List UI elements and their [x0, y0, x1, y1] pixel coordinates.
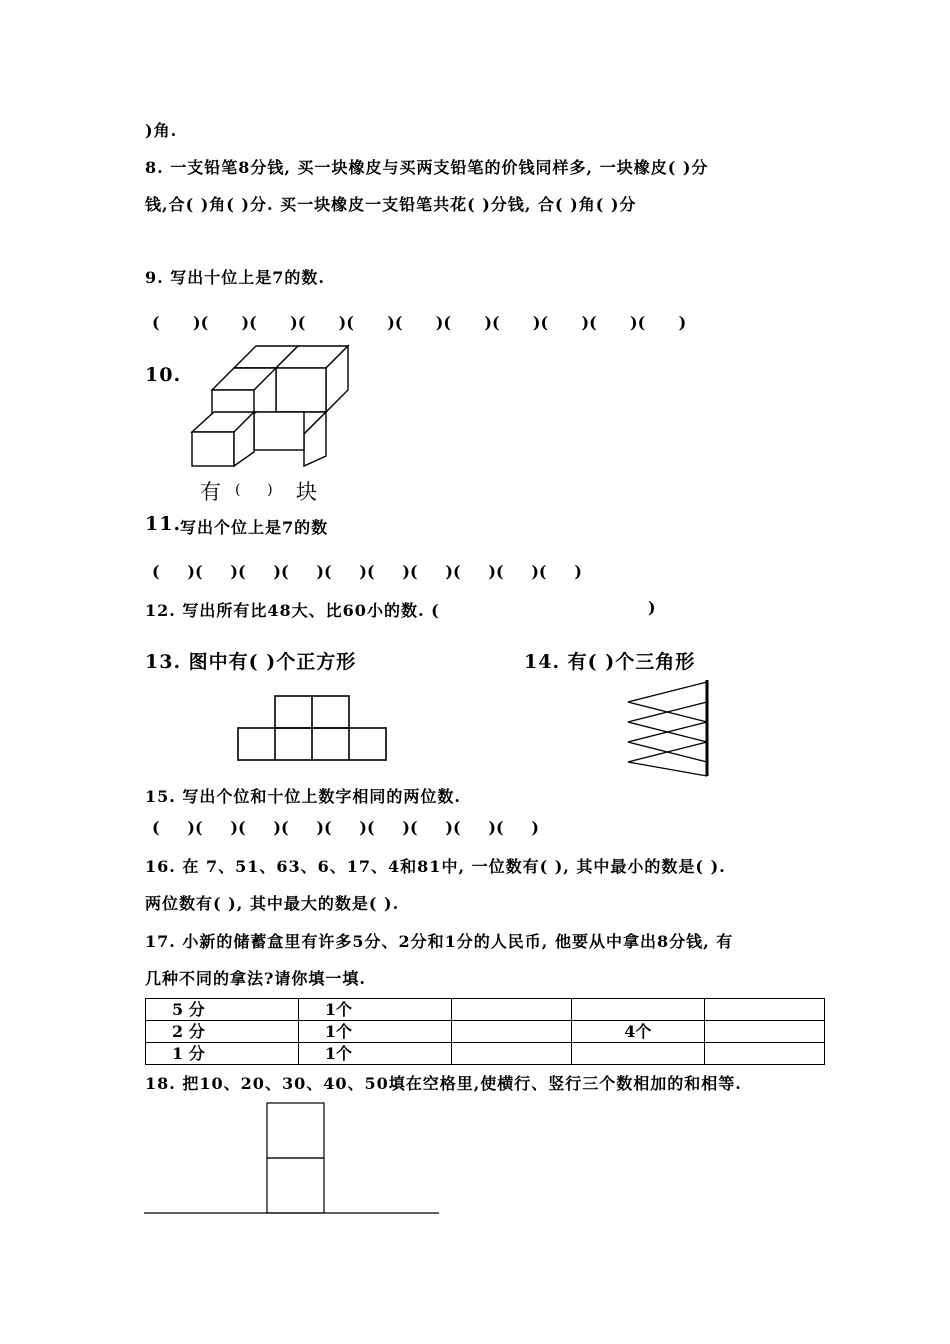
q11-number: 11. — [145, 513, 182, 535]
q10-caption-blank[interactable]: ( ) — [235, 482, 273, 498]
coin-combination-table — [145, 998, 825, 1065]
q11-blanks[interactable]: ( )( )( )( )( )( )( )( )( )( ) — [152, 562, 582, 581]
q16-line1: 16. 在 7、51、63、6、17、4和81中, 一位数有( ), 其中最小的数是( ). — [145, 857, 726, 876]
q11-prompt: 写出个位上是7的数 — [180, 518, 329, 537]
table-cell: 1个 — [298, 999, 451, 1021]
q9-blanks[interactable]: ( )( )( )( )( )( )( )( )( )( )( ) — [152, 313, 687, 332]
q9-prompt: 9. 写出十位上是7的数. — [145, 268, 325, 287]
q14-prompt: 14. 有( )个三角形 — [524, 651, 696, 673]
table-row — [146, 999, 825, 1021]
table-cell: 1个 — [298, 1043, 451, 1065]
cube-stack-figure — [188, 340, 358, 470]
table-cell[interactable] — [571, 1043, 704, 1065]
q10-number: 10. — [145, 364, 182, 386]
q12-close: ) — [648, 598, 656, 617]
table-cell[interactable] — [451, 1021, 571, 1043]
q8-line1: 8. 一支铅笔8分钱, 买一块橡皮与买两支铅笔的价钱同样多, 一块橡皮( )分 — [145, 158, 709, 177]
q8-line2: 钱,合( )角( )分. 买一块橡皮一支铅笔共花( )分钱, 合( )角( )分 — [145, 195, 637, 214]
q7-tail: )角. — [145, 121, 178, 140]
q12-prompt: 12. 写出所有比48大、比60小的数. ( — [145, 601, 440, 620]
table-cell: 1个 — [298, 1021, 451, 1043]
table-cell: 1 分 — [146, 1043, 299, 1065]
grid-cell-top[interactable] — [267, 1103, 324, 1158]
table-cell[interactable] — [704, 1021, 824, 1043]
table-cell[interactable]: 4个 — [571, 1021, 704, 1043]
q10-caption-right: 块 — [296, 480, 317, 504]
number-grid-figure — [143, 1100, 443, 1218]
q18-prompt: 18. 把10、20、30、40、50填在空格里,使横行、竖行三个数相加的和相等. — [145, 1074, 742, 1093]
q15-blanks[interactable]: ( )( )( )( )( )( )( )( )( ) — [152, 818, 539, 837]
q10-caption-left: 有 — [200, 480, 221, 504]
triangles-figure — [624, 678, 712, 778]
table-row — [146, 1021, 825, 1043]
q17-line2: 几种不同的拿法?请你填一填. — [145, 969, 366, 988]
table-cell[interactable] — [704, 999, 824, 1021]
table-cell[interactable] — [704, 1043, 824, 1065]
table-cell: 2 分 — [146, 1021, 299, 1043]
q16-line2: 两位数有( ), 其中最大的数是( ). — [145, 894, 400, 913]
q15-prompt: 15. 写出个位和十位上数字相同的两位数. — [145, 787, 461, 806]
grid-cell-middle[interactable] — [267, 1158, 324, 1213]
table-row — [146, 1043, 825, 1065]
squares-figure — [236, 694, 390, 764]
table-cell[interactable] — [571, 999, 704, 1021]
table-cell: 5 分 — [146, 999, 299, 1021]
q13-prompt: 13. 图中有( )个正方形 — [145, 651, 357, 673]
table-cell[interactable] — [451, 999, 571, 1021]
table-cell[interactable] — [451, 1043, 571, 1065]
q17-line1: 17. 小新的储蓄盒里有许多5分、2分和1分的人民币, 他要从中拿出8分钱, 有 — [145, 932, 734, 951]
